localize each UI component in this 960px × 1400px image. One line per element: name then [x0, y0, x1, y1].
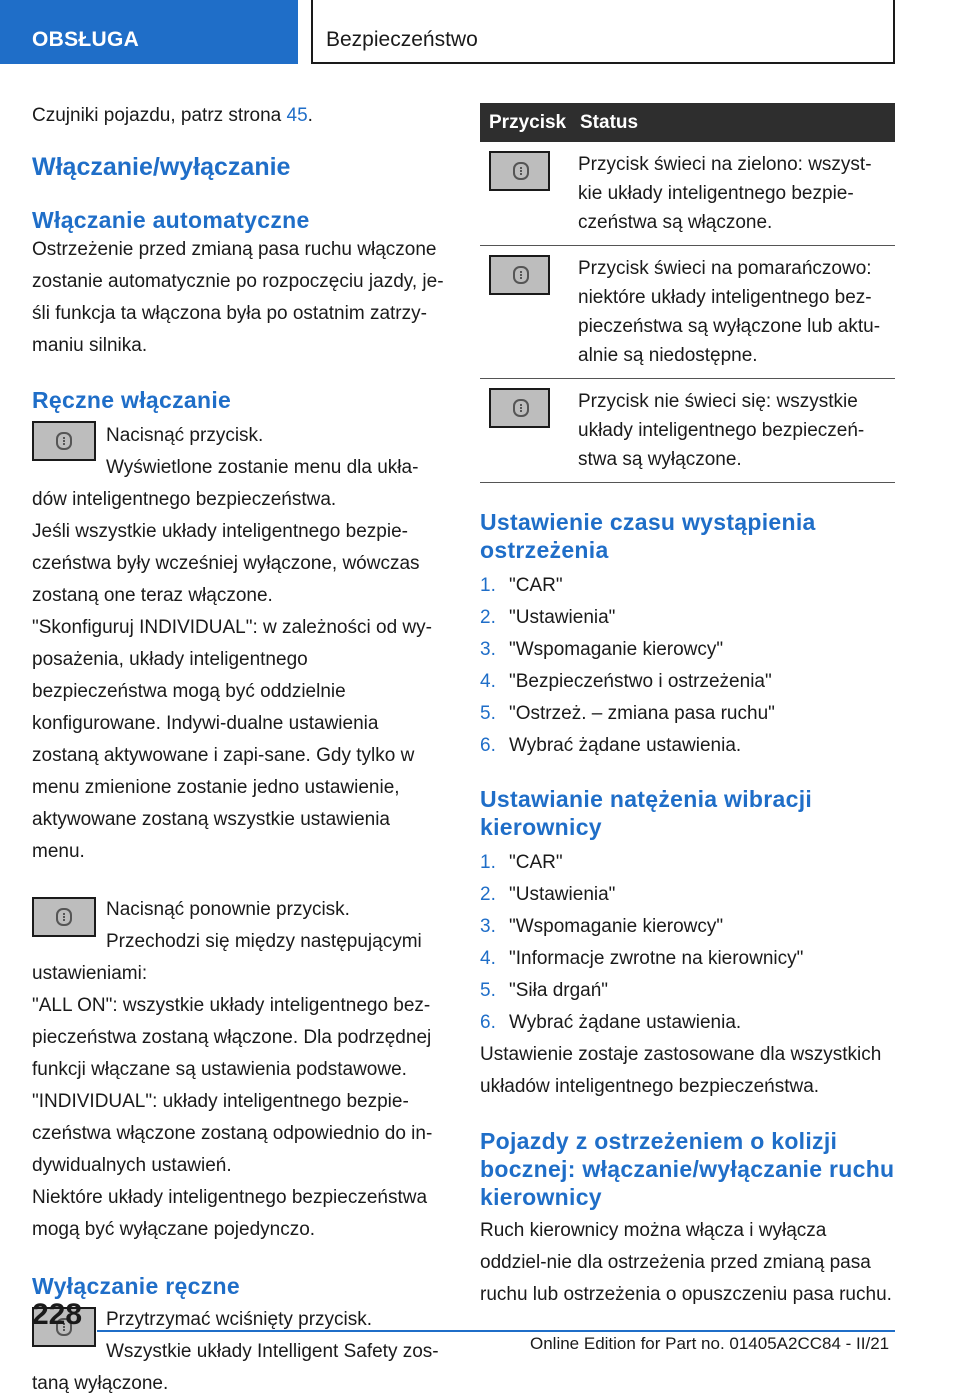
right-column	[480, 103, 895, 1311]
driver-assist-icon	[56, 908, 72, 926]
table-header-status: Status	[578, 103, 895, 142]
safety-button-image	[489, 388, 550, 428]
driver-assist-icon	[513, 162, 529, 180]
safety-button-image	[32, 421, 96, 461]
section-title: OBSŁUGA	[32, 28, 140, 51]
heading-on-off: Włączanie/wyłączanie	[32, 153, 291, 181]
list-item: 1. "CAR"	[480, 575, 563, 596]
list-item: 5. "Siła drgań"	[480, 980, 609, 1001]
left-column: Czujniki pojazdu, patrz strona 45. Włączanie/wyłączanie Włączanie automatyczne Ostrzeżenie przed zmianą pasa ruchu włączone zostanie automatycznie po rozpoczęciu jazdy, je-śli funkcja ta włączona była po ostatnim zatrzy-maniu silnika. Ręczne włączanie Nacisnąć przycisk. Wyświetlone zostanie menu dla ukła-dów inteligentnego bezpieczeństwa. Jeśli wszystkie układy inteligentnego bezpie-czeństwa były wcześniej wyłączone, wówczas zostaną one teraz włączone. "Skonfiguruj INDIVIDUAL": w zależności od wy-posażenia, układy inteligentnego bezpieczeństwa mogą być oddzielnie konfigurowane. Indywi-dualne ustawienia zostaną aktywowane i zapi-sane. Gdy tylko w menu zmienione zostanie jedno ustawienie, aktywowane zostaną wszystkie ustawienia menu. Nacisnąć ponownie przycisk. Przechodzi się między następującymi ustawieniami: "ALL ON": wszystkie układy inteligentnego bez-pieczeństwa zostaną włączone. Dla podrzędnej funkcji włączane są ustawienia podstawowe. "INDIVIDUAL": układy inteligentnego bezpie-czeństwa włączone zostaną odpowiednio do in-dywidualnych ustawień. Niektóre układy inteligentnego bezpieczeństwa mogą być wyłączane pojedynczo. Wyłączanie ręczne Przytrzymać wciśnięty przycisk. Wszystkie układy Intelligent Safety zos-taną wyłączone.	[32, 100, 448, 1400]
list-item: 4. "Informacje zwrotne na kierownicy"	[480, 948, 804, 969]
table-row: Przycisk świeci na zielono: wszyst-kie układy inteligentnego bezpie-czeństwa są włączone.	[480, 142, 895, 246]
list-item: 5. "Ostrzeż. – zmiana pasa ruchu"	[480, 703, 775, 724]
table-row: Przycisk świeci na pomarańczowo: niektóre układy inteligentnego bez-pieczeństwa są wyłączone lub aktu-alnie są niedostępne.	[480, 246, 895, 379]
driver-assist-icon	[513, 266, 529, 284]
list-item: 1. "CAR"	[480, 852, 563, 873]
heading-warning-time: Ustawienie czasu wystąpienia ostrzeżenia	[480, 509, 816, 563]
safety-button-image	[32, 897, 96, 937]
heading-side-collision: Pojazdy z ostrzeżeniem o kolizji bocznej: włączanie/wyłączanie ruchu kierownicy	[480, 1128, 895, 1210]
vibration-steps	[480, 847, 895, 1039]
driver-assist-icon	[56, 432, 72, 450]
list-item: 2. "Ustawienia"	[480, 607, 616, 628]
list-item: 2. "Ustawienia"	[480, 884, 616, 905]
intro-paragraph: Czujniki pojazdu, patrz strona 45.	[32, 105, 313, 126]
heading-auto: Włączanie automatyczne	[32, 207, 310, 233]
subsection-title: Bezpieczeństwo	[326, 28, 478, 51]
driver-assist-icon	[513, 399, 529, 417]
list-item: 6. Wybrać żądane ustawienia.	[480, 1012, 742, 1033]
heading-manual: Ręczne włączanie	[32, 387, 232, 413]
page-link[interactable]: 45	[286, 105, 308, 126]
auto-text: Ostrzeżenie przed zmianą pasa ruchu włączone zostanie automatycznie po rozpoczęciu jazdy, je-śli funkcja ta włączona była po ostatnim zatrzy-maniu silnika.	[32, 239, 444, 356]
table-header-button: Przycisk	[480, 103, 578, 142]
list-item: 3. "Wspomaganie kierowcy"	[480, 639, 724, 660]
vibration-note: Ustawienie zostaje zastosowane dla wszystkich układów inteligentnego bezpieczeństwa.	[480, 1044, 882, 1097]
list-item: 6. Wybrać żądane ustawienia.	[480, 735, 742, 756]
edition-text: Online Edition for Part no. 01405A2CC84 - II/21	[530, 1334, 890, 1353]
heading-manual-off: Wyłączanie ręczne	[32, 1273, 240, 1299]
subsection-tab	[311, 0, 895, 64]
side-collision-text: Ruch kierownicy można włącza i wyłącza oddziel-nie dla ostrzeżenia przed zmianą pasa ruchu lub ostrzeżenia o opuszczeniu pasa ruchu.	[480, 1220, 892, 1305]
warning-steps	[480, 570, 895, 762]
footer-rule	[97, 1330, 895, 1332]
page-number: 228	[32, 1298, 83, 1331]
table-row: Przycisk nie świeci się: wszystkie układy inteligentnego bezpieczeń-stwa są wyłączone.	[480, 379, 895, 483]
heading-vibration: Ustawianie natężenia wibracji kierownicy	[480, 786, 813, 840]
safety-button-image	[489, 255, 550, 295]
section-tab	[0, 0, 298, 64]
safety-button-image	[489, 151, 550, 191]
list-item: 3. "Wspomaganie kierowcy"	[480, 916, 724, 937]
list-item: 4. "Bezpieczeństwo i ostrzeżenia"	[480, 671, 772, 692]
status-table	[480, 103, 895, 483]
